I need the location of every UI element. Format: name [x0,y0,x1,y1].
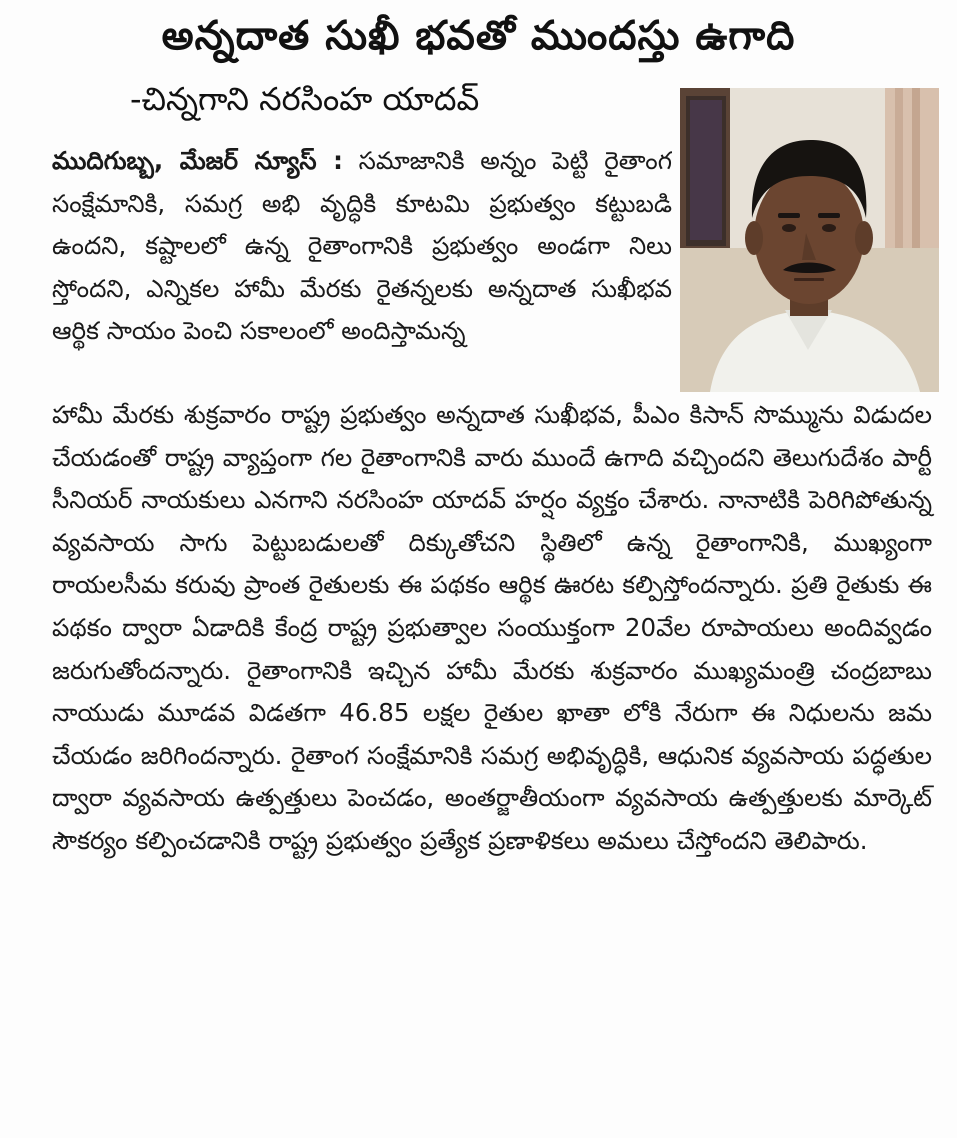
article-body-paragraph: హామీ మేరకు శుక్రవారం రాష్ట్ర ప్రభుత్వం అన్నదాత సుఖీభవ, పీఎం కిసాన్ సొమ్మును విడుదల చేయడంతో రాష్ట్ర వ్యాప్తంగా గల రైతాంగానికి వారు ముందే ఉగాది వచ్చిందని తెలుగుదేశం పార్టీ సీనియర్ నాయకులు ఎనగాని నరసింహ యాదవ్ హర్షం వ్యక్తం చేశారు. నానాటికి పెరిగిపోతున్న వ్యవసాయ సాగు పెట్టుబడులతో దిక్కుతోచని స్థితిలో ఉన్న రైతాంగానికి, ముఖ్యంగా రాయలసీమ కరువు ప్రాంత రైతులకు ఈ పథకం ఆర్థిక ఊరట కల్పిస్తోందన్నారు. ప్రతి రైతుకు ఈ పథకం ద్వారా ఏడాదికి కేంద్ర రాష్ట్ర ప్రభుత్వాల సంయుక్తంగా 20వేల రూపాయలు అందివ్వడం జరుగుతోందన్నారు. రైతాంగానికి ఇచ్చిన హామీ మేరకు శుక్రవారం ముఖ్యమంత్రి చంద్రబాబు నాయుడు మూడవ విడతగా 46.85 లక్షల రైతుల ఖాతా లోకి నేరుగా ఈ నిధులను జమ చేయడం జరిగిందన్నారు. రైతాంగ సంక్షేమానికి సమగ్ర అభివృద్ధికి, ఆధునిక వ్యవసాయ పద్ధతుల ద్వారా వ్యవసాయ ఉత్పత్తులు పెంచడం, అంతర్జాతీయంగా వ్యవసాయ ఉత్పత్తులకు మార్కెట్ సౌకర్యం కల్పించడానికి రాష్ట్ర ప్రభుత్వం ప్రత్యేక ప్రణాళికలు అమలు చేస్తోందని తెలిపారు. [52,400,932,855]
article-body [52,140,932,863]
article-headline: అన్నదాత సుఖీ భవతో ముందస్తు ఉగాది [161,13,796,59]
article-lead-paragraph [52,140,672,394]
article-byline: -చిన్నగాని నరసింహ యాదవ్ [130,80,480,118]
article-dateline: ముదిగుబ్బ, మేజర్ న్యూస్ : [52,146,343,175]
article-lead-text: సమాజానికి అన్నం పెట్టి రైతాంగ సంక్షేమానికి, సమగ్ర అభి వృద్ధికి కూటమి ప్రభుత్వం కట్టుబడి ఉందని, కష్టాలలో ఉన్న రైతాంగానికి ప్రభుత్వం అండగా నిలు స్తోందని, ఎన్నికల హామీ మేరకు రైతన్నలకు అన్నదాత సుఖీభవ ఆర్థిక సాయం పెంచి సకాలంలో అందిస్తామన్న [52,146,672,346]
